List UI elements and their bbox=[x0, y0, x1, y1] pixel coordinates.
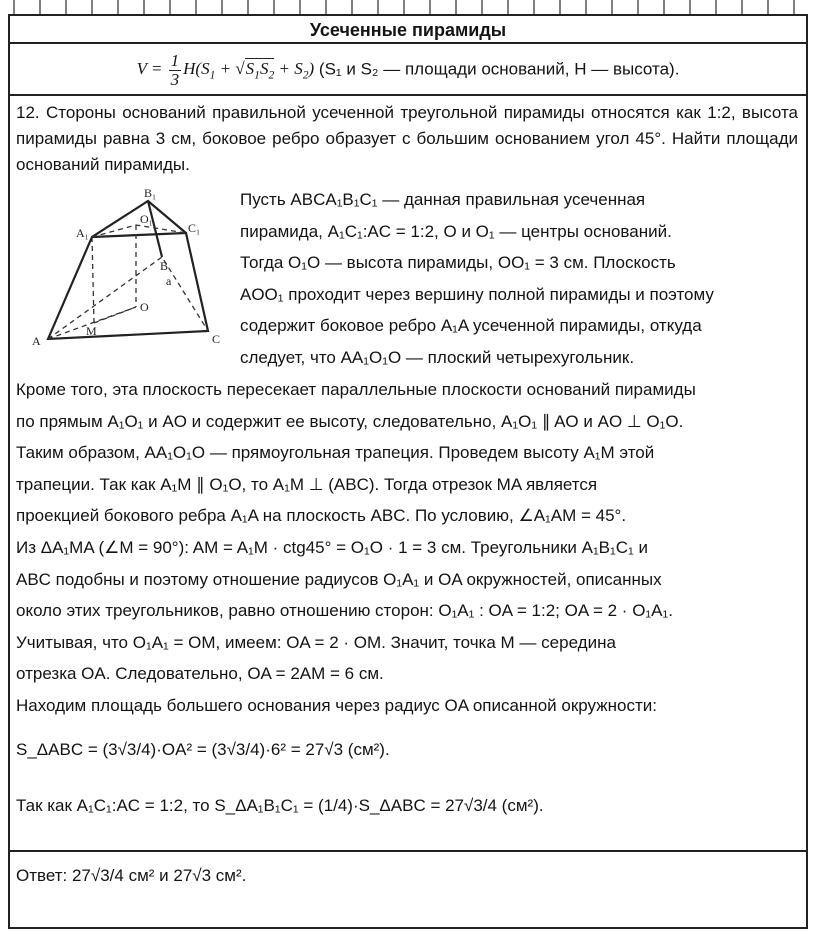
label-A1: A₁ bbox=[76, 226, 89, 240]
solution-body bbox=[16, 374, 806, 722]
formula-expression: V = $\frac{1}{3}$ $H(S_1 + √S_1S_2 + S_2)$ bbox=[136, 51, 315, 89]
problem-statement: 12. Стороны оснований правильной усеченной треугольной пирамиды относятся как 1:2, высота пирамиды равна 3 см, боковое ребро образует с большим основанием угол 45°. Найти площади оснований пирамиды. bbox=[16, 103, 798, 174]
solution-line: по прямым A₁O₁ и AO и содержит ее высоту, следовательно, A₁O₁ ∥ AO и AO ⊥ O₁O. bbox=[16, 411, 684, 431]
solution-line: пирамида, A₁C₁:AC = 1:2, O и O₁ — центры оснований. bbox=[240, 221, 672, 241]
label-A: A bbox=[32, 334, 41, 348]
solution-line: Находим площадь большего основания через радиус OA описанной окружности: bbox=[16, 695, 657, 715]
label-B1: B₁ bbox=[144, 186, 157, 200]
volume-formula bbox=[8, 52, 808, 89]
solution-intro bbox=[240, 184, 806, 374]
solution-line: Тогда O₁O — высота пирамиды, OO₁ = 3 см. Плоскость bbox=[240, 253, 676, 273]
label-O: O bbox=[140, 300, 149, 314]
label-O1: O₁ bbox=[140, 212, 153, 226]
label-a: a bbox=[166, 274, 172, 288]
solution-line: Учитывая, что O₁A₁ = OM, имеем: OA = 2 · OM. Значит, точка M — середина bbox=[16, 632, 616, 652]
frustum-figure bbox=[12, 185, 232, 355]
area-large-base: S_ΔABC = (3√3/4)·OA² = (3√3/4)·6² = 27√3 (см²). bbox=[16, 740, 390, 759]
solution-line: Таким образом, AA₁O₁O — прямоугольная трапеция. Проведем высоту A₁M этой bbox=[16, 443, 655, 463]
solution-line: Из ΔA₁MA (∠M = 90°): AM = A₁M · ctg45° = O₁O · 1 = 3 см. Треугольники A₁B₁C₁ и bbox=[16, 537, 648, 557]
label-B: B bbox=[160, 259, 169, 273]
section-title: Усеченные пирамиды bbox=[309, 20, 507, 40]
answer-line: Ответ: 27√3/4 см² и 27√3 см². bbox=[16, 866, 247, 885]
solution-line: проекцией бокового ребра A₁A на плоскость ABC. По условию, ∠A₁AM = 45°. bbox=[16, 506, 627, 526]
solution-line: трапеции. Так как A₁M ∥ O₁O, то A₁M ⊥ (ABC). Тогда отрезок MA является bbox=[16, 474, 598, 494]
formula-note: (S₁ и S₂ — площади оснований, H — высота). bbox=[318, 59, 680, 79]
label-C: C bbox=[212, 332, 221, 346]
solution-line: около этих треугольников, равно отношению сторон: O₁A₁ : OA = 1:2; OA = 2 · O₁A₁. bbox=[16, 601, 673, 621]
solution-line: отрезка OA. Следовательно, OA = 2AM = 6 см. bbox=[16, 664, 384, 684]
solution-line: Кроме того, эта плоскость пересекает параллельные плоскости оснований пирамиды bbox=[16, 380, 696, 399]
divider-answer bbox=[8, 850, 808, 852]
divider-formula bbox=[8, 94, 808, 96]
solution-line: AOO₁ проходит через вершину полной пирамиды и поэтому bbox=[240, 284, 714, 304]
area-small-base: Так как A₁C₁:AC = 1:2, то S_ΔA₁B₁C₁ = (1/4)·S_ΔABC = 27√3/4 (см²). bbox=[16, 796, 544, 815]
solution-line: следует, что AA₁O₁O — плоский четырехугольник. bbox=[240, 347, 635, 367]
label-C1: C₁ bbox=[188, 221, 201, 235]
solution-line: Пусть ABCA₁B₁C₁ — данная правильная усеченная bbox=[240, 190, 646, 209]
label-M: M bbox=[86, 324, 97, 338]
divider-title bbox=[8, 42, 808, 44]
solution-line: содержит боковое ребро A₁A усеченной пирамиды, откуда bbox=[240, 316, 702, 336]
solution-line: ABC подобны и поэтому отношение радиусов O₁A₁ и OA окружностей, описанных bbox=[16, 569, 662, 589]
